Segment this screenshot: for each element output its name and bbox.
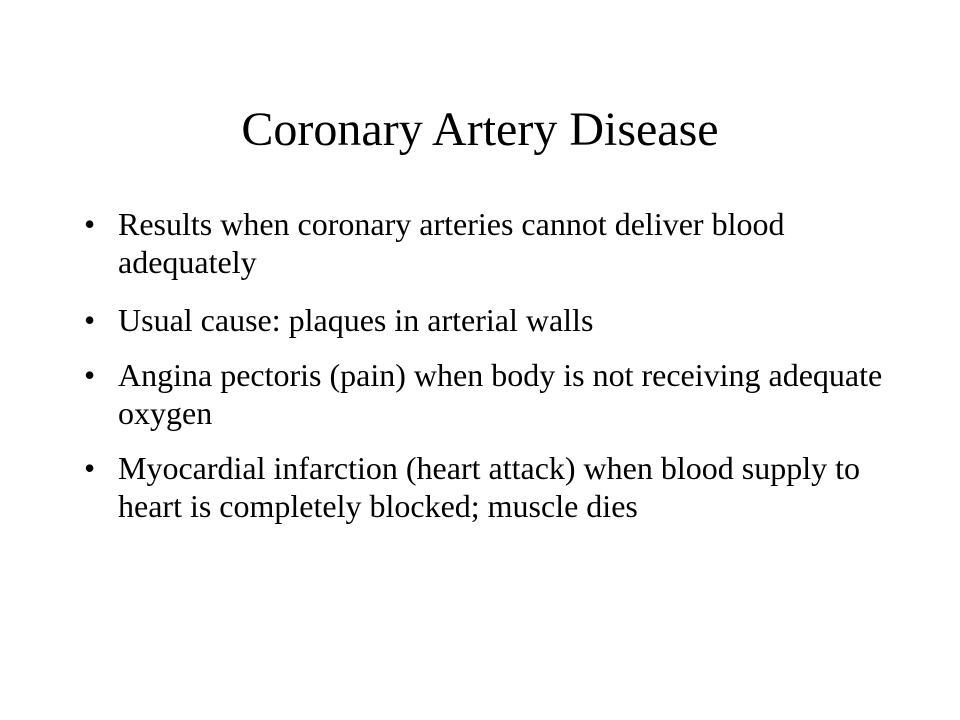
bullet-text: Angina pectoris (pain) when body is not receiving adequate oxygen: [118, 357, 883, 431]
bullet-item: [72, 205, 892, 281]
bullet-icon: •: [84, 302, 96, 338]
bullet-icon: •: [84, 357, 96, 393]
bullet-icon: •: [84, 206, 96, 242]
bullet-text: Usual cause: plaques in arterial walls: [118, 302, 594, 338]
bullet-list: [72, 205, 892, 541]
bullet-item: [72, 301, 892, 339]
bullet-icon: •: [84, 450, 96, 486]
bullet-item: [72, 356, 892, 432]
bullet-item: [72, 449, 892, 525]
bullet-text: Myocardial infarction (heart attack) when blood supply to heart is completely blocked; muscle dies: [118, 450, 860, 524]
slide-title: Coronary Artery Disease: [241, 103, 719, 156]
bullet-text: Results when coronary arteries cannot deliver blood adequately: [118, 206, 785, 280]
